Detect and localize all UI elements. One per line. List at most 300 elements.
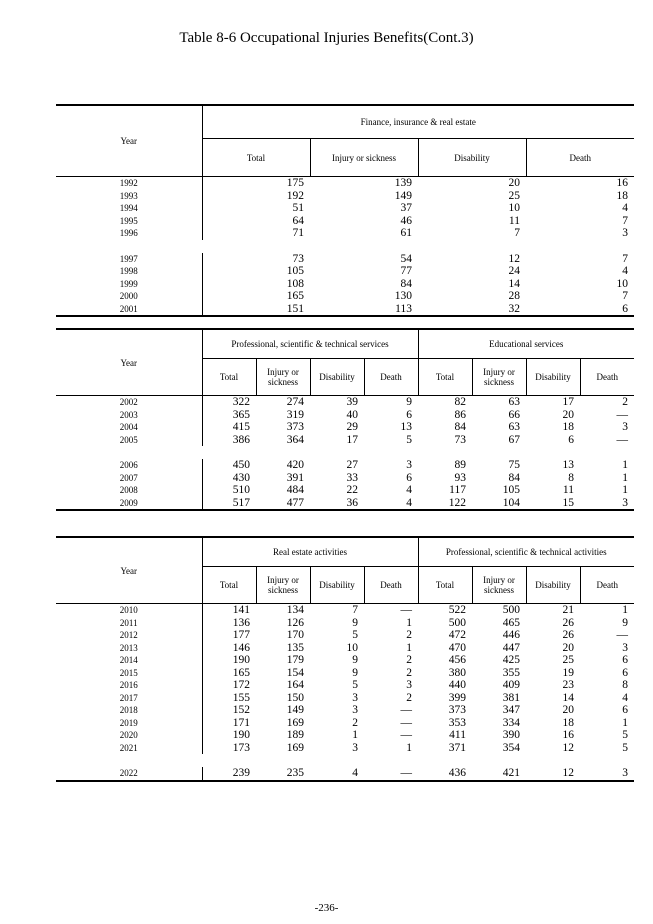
value-cell: 381: [502, 691, 520, 704]
year-cell: 1997: [119, 253, 138, 264]
value-cell: 6: [406, 408, 412, 421]
value-cell: 436: [418, 767, 472, 781]
value-cell: 399: [448, 691, 466, 704]
col-disability: Disability: [526, 567, 580, 604]
value-cell: 134: [286, 604, 304, 616]
col-death: Death: [364, 567, 418, 604]
value-cell: 20: [562, 704, 574, 716]
value-cell: 105: [502, 484, 520, 496]
value-cell: 10: [508, 202, 520, 214]
value-cell: 17: [562, 396, 574, 408]
value-cell: 73: [202, 253, 310, 266]
value-cell: 33: [346, 471, 358, 484]
value-cell: 1: [622, 716, 628, 729]
table-row: [56, 290, 634, 303]
value-cell: 373: [448, 704, 466, 716]
col-death: Death: [580, 359, 634, 396]
value-cell: 8: [622, 679, 628, 691]
value-cell: 3: [352, 741, 358, 754]
value-cell: 3: [580, 497, 634, 511]
table-row: [56, 215, 634, 228]
value-cell: 71: [202, 227, 310, 240]
value-cell: 4: [622, 202, 628, 214]
value-cell: 16: [616, 177, 628, 189]
value-cell: 319: [286, 408, 304, 421]
col-injury: Injury or sickness: [472, 359, 526, 396]
value-cell: 450: [202, 459, 256, 472]
value-cell: 353: [448, 716, 466, 729]
col-disability: Disability: [310, 359, 364, 396]
table-row: [56, 434, 634, 447]
value-cell: 1: [406, 641, 412, 654]
value-cell: 170: [286, 629, 304, 641]
value-cell: 20: [562, 408, 574, 421]
value-cell: 136: [202, 617, 256, 630]
value-cell: 3: [622, 421, 628, 433]
value-cell: 12: [526, 767, 580, 781]
value-cell: 517: [202, 497, 256, 511]
value-cell: 16: [562, 729, 574, 741]
value-cell: 334: [502, 716, 520, 729]
value-cell: 151: [202, 303, 310, 317]
col-disability: Disability: [418, 139, 526, 177]
year-cell: 2002: [119, 397, 138, 407]
value-cell: 146: [202, 642, 256, 655]
group-title-right: Professional, scientific & technical activities: [418, 537, 634, 567]
value-cell: 117: [449, 484, 466, 496]
value-cell: —: [400, 604, 412, 616]
value-cell: 5: [352, 679, 358, 691]
value-cell: 27: [346, 459, 358, 471]
year-cell: 2007: [119, 472, 138, 483]
value-cell: 1: [622, 459, 628, 471]
value-cell: 6: [406, 471, 412, 484]
value-cell: 380: [448, 666, 466, 679]
value-cell: 84: [454, 421, 466, 433]
value-cell: 25: [508, 189, 520, 202]
value-cell: 4: [364, 497, 418, 511]
year-cell: 1993: [119, 190, 138, 201]
value-cell: 84: [400, 277, 412, 290]
year-cell: 1992: [119, 178, 138, 188]
table-row: [56, 654, 634, 667]
table-row: [56, 642, 634, 655]
value-cell: 3: [352, 704, 358, 716]
value-cell: 477: [256, 497, 310, 511]
group-title-right: Educational services: [418, 329, 634, 359]
value-cell: 173: [202, 742, 256, 755]
value-cell: 322: [202, 396, 256, 409]
table-row: [56, 679, 634, 692]
table-row: [56, 253, 634, 266]
value-cell: 355: [502, 666, 520, 679]
value-cell: 89: [454, 459, 466, 471]
value-cell: 1: [622, 484, 628, 496]
value-cell: 150: [286, 691, 304, 704]
year-cell: 2001: [56, 303, 202, 317]
table-row: [56, 484, 634, 497]
table-title: Table 8-6 Occupational Injuries Benefits(Cont.3): [179, 30, 474, 46]
group-title: Finance, insurance & real estate: [202, 105, 634, 139]
year-header: Year: [56, 537, 202, 604]
value-cell: —: [616, 408, 628, 421]
value-cell: 190: [202, 654, 256, 667]
section-realestate-professional-table: [56, 536, 634, 782]
year-cell: 1998: [119, 266, 138, 276]
value-cell: 32: [418, 303, 526, 317]
value-cell: 9: [352, 666, 358, 679]
value-cell: 415: [202, 421, 256, 434]
value-cell: 2: [406, 654, 412, 666]
value-cell: 1: [622, 604, 628, 616]
value-cell: 28: [508, 290, 520, 302]
value-cell: 1: [406, 741, 412, 754]
value-cell: 63: [508, 421, 520, 433]
value-cell: 54: [400, 252, 412, 265]
value-cell: 4: [406, 484, 412, 496]
value-cell: 2: [406, 629, 412, 641]
value-cell: 6: [622, 704, 628, 716]
value-cell: 470: [448, 641, 466, 654]
value-cell: 1: [352, 729, 358, 741]
value-cell: 25: [562, 654, 574, 666]
value-cell: 149: [286, 704, 304, 716]
value-cell: 386: [202, 434, 256, 447]
value-cell: 510: [202, 484, 256, 497]
value-cell: 63: [508, 396, 520, 408]
value-cell: 6: [622, 654, 628, 666]
year-cell: 1996: [119, 228, 138, 238]
table-row: [56, 767, 634, 781]
value-cell: 190: [202, 729, 256, 742]
value-cell: 192: [202, 190, 310, 203]
value-cell: 7: [514, 227, 520, 239]
value-cell: 24: [508, 265, 520, 277]
table-row: [56, 227, 634, 240]
value-cell: 365: [202, 409, 256, 422]
value-cell: 7: [622, 290, 628, 302]
table-row: [56, 472, 634, 485]
value-cell: 23: [562, 679, 574, 691]
value-cell: 18: [562, 716, 574, 729]
value-cell: —: [616, 433, 628, 446]
year-cell: 2006: [119, 460, 138, 470]
value-cell: 154: [286, 666, 304, 679]
table-row: [56, 177, 634, 190]
value-cell: 164: [286, 679, 304, 691]
table-row: [56, 667, 634, 680]
year-cell: 2000: [119, 291, 138, 301]
value-cell: 169: [286, 741, 304, 754]
value-cell: 4: [310, 767, 364, 781]
value-cell: 9: [352, 654, 358, 666]
value-cell: 364: [286, 433, 304, 446]
value-cell: 66: [508, 408, 520, 421]
table-row: [56, 704, 634, 717]
table-row: [56, 692, 634, 705]
value-cell: 10: [346, 641, 358, 654]
section-finance-table: [56, 104, 634, 317]
value-cell: 19: [562, 666, 574, 679]
value-cell: 239: [202, 767, 256, 781]
value-cell: 135: [286, 641, 304, 654]
value-cell: 5: [406, 433, 412, 446]
value-cell: 82: [454, 396, 466, 408]
col-death: Death: [580, 567, 634, 604]
col-disability: Disability: [526, 359, 580, 396]
year-cell: 2010: [119, 605, 138, 615]
year-cell: 2004: [119, 422, 138, 432]
value-cell: 21: [562, 604, 574, 616]
year-cell: 2022: [56, 767, 202, 781]
value-cell: 126: [286, 616, 304, 629]
value-cell: 421: [472, 767, 526, 781]
table-row: [56, 617, 634, 630]
col-injury: Injury or sickness: [310, 139, 418, 177]
value-cell: 13: [562, 459, 574, 471]
value-cell: 75: [508, 459, 520, 471]
value-cell: —: [400, 716, 412, 729]
value-cell: 155: [202, 692, 256, 705]
value-cell: 440: [448, 679, 466, 691]
value-cell: 1: [622, 471, 628, 484]
year-cell: 2003: [119, 409, 138, 420]
value-cell: 26: [562, 629, 574, 641]
value-cell: 347: [502, 704, 520, 716]
value-cell: 12: [562, 741, 574, 754]
col-disability: Disability: [310, 567, 364, 604]
year-cell: 2017: [119, 692, 138, 703]
table-row: [56, 604, 634, 617]
value-cell: 17: [346, 433, 358, 446]
value-cell: 8: [568, 471, 574, 484]
value-cell: 77: [400, 265, 412, 277]
value-cell: 390: [502, 729, 520, 741]
value-cell: 175: [202, 177, 310, 190]
value-cell: 84: [508, 471, 520, 484]
value-cell: 7: [622, 252, 628, 265]
value-cell: 522: [448, 604, 466, 616]
value-cell: 37: [400, 202, 412, 214]
table-row: [56, 396, 634, 409]
value-cell: 15: [526, 497, 580, 511]
value-cell: 141: [202, 604, 256, 617]
value-cell: 73: [454, 433, 466, 446]
value-cell: 274: [286, 396, 304, 408]
value-cell: 409: [502, 679, 520, 691]
value-cell: 354: [502, 741, 520, 754]
year-cell: 2018: [119, 705, 138, 715]
value-cell: 6: [568, 433, 574, 446]
year-cell: 2005: [119, 434, 138, 445]
value-cell: 2: [622, 396, 628, 408]
value-cell: 29: [346, 421, 358, 433]
value-cell: 67: [508, 433, 520, 446]
value-cell: 430: [202, 472, 256, 485]
value-cell: 500: [502, 604, 520, 616]
table-row: [56, 717, 634, 730]
year-cell: 2014: [119, 655, 138, 665]
value-cell: 20: [508, 177, 520, 189]
section-professional-educational-table: [56, 328, 634, 511]
value-cell: 93: [454, 471, 466, 484]
year-cell: 1995: [119, 215, 138, 226]
value-cell: 6: [622, 666, 628, 679]
value-cell: 36: [310, 497, 364, 511]
value-cell: 5: [622, 741, 628, 754]
value-cell: 472: [448, 629, 466, 641]
value-cell: 9: [622, 616, 628, 629]
value-cell: 171: [202, 717, 256, 730]
value-cell: 165: [202, 290, 310, 303]
value-cell: —: [364, 767, 418, 781]
value-cell: 169: [286, 716, 304, 729]
year-cell: 2021: [119, 742, 138, 753]
year-cell: 2009: [56, 497, 202, 511]
year-cell: 1994: [119, 203, 138, 213]
group-title-left: Real estate activities: [202, 537, 418, 567]
value-cell: 122: [418, 497, 472, 511]
value-cell: 4: [622, 691, 628, 704]
value-cell: 6: [526, 303, 634, 317]
value-cell: 172: [202, 679, 256, 692]
value-cell: 11: [508, 214, 520, 227]
value-cell: 18: [616, 189, 628, 202]
value-cell: 130: [394, 290, 412, 302]
year-cell: 2011: [119, 617, 138, 628]
value-cell: 14: [508, 277, 520, 290]
table-row: [56, 729, 634, 742]
col-total: Total: [418, 567, 472, 604]
value-cell: 152: [202, 704, 256, 717]
table-row: [56, 742, 634, 755]
col-total: Total: [202, 567, 256, 604]
value-cell: 9: [352, 616, 358, 629]
col-injury: Injury or sickness: [256, 567, 310, 604]
value-cell: 46: [400, 214, 412, 227]
value-cell: 9: [406, 396, 412, 408]
value-cell: 425: [502, 654, 520, 666]
value-cell: 40: [346, 408, 358, 421]
year-cell: 2016: [119, 680, 138, 690]
value-cell: 3: [352, 691, 358, 704]
value-cell: 5: [352, 629, 358, 641]
table-row: [56, 421, 634, 434]
value-cell: 3: [622, 227, 628, 239]
col-injury: Injury or sickness: [472, 567, 526, 604]
value-cell: 371: [448, 741, 466, 754]
value-cell: 2: [406, 666, 412, 679]
col-total: Total: [202, 359, 256, 396]
value-cell: 10: [616, 277, 628, 290]
value-cell: 20: [562, 641, 574, 654]
table-row: [56, 303, 634, 317]
table-row: [56, 497, 634, 511]
table-row: [56, 629, 634, 642]
value-cell: 1: [406, 616, 412, 629]
value-cell: 4: [622, 265, 628, 277]
value-cell: 39: [346, 396, 358, 408]
value-cell: 26: [562, 616, 574, 629]
table-row: [56, 190, 634, 203]
value-cell: 149: [394, 189, 412, 202]
year-header: Year: [56, 105, 202, 177]
value-cell: 108: [202, 278, 310, 291]
col-total: Total: [418, 359, 472, 396]
value-cell: 18: [562, 421, 574, 433]
section-professional-educational-body: [56, 396, 634, 511]
table-row: [56, 409, 634, 422]
value-cell: 420: [286, 459, 304, 471]
year-cell: 2012: [119, 630, 138, 640]
value-cell: —: [616, 629, 628, 641]
value-cell: 373: [286, 421, 304, 433]
value-cell: 3: [406, 459, 412, 471]
col-total: Total: [202, 139, 310, 177]
value-cell: 2: [352, 716, 358, 729]
value-cell: 22: [346, 484, 358, 496]
year-cell: 2015: [119, 667, 138, 678]
page-number: -236-: [314, 902, 339, 914]
value-cell: 235: [256, 767, 310, 781]
group-title-left: Professional, scientific & technical services: [202, 329, 418, 359]
year-cell: 2013: [119, 642, 138, 653]
value-cell: 391: [286, 471, 304, 484]
value-cell: —: [400, 704, 412, 716]
section-realestate-professional-body: [56, 604, 634, 781]
value-cell: 7: [352, 604, 358, 616]
col-injury: Injury or sickness: [256, 359, 310, 396]
table-row: [56, 278, 634, 291]
value-cell: 447: [502, 641, 520, 654]
value-cell: 3: [622, 641, 628, 654]
value-cell: 14: [562, 691, 574, 704]
value-cell: 51: [202, 202, 310, 215]
value-cell: 465: [502, 616, 520, 629]
value-cell: 189: [286, 729, 304, 741]
section-finance-body: [56, 177, 634, 317]
value-cell: —: [400, 729, 412, 741]
year-cell: 2019: [119, 717, 138, 728]
value-cell: 11: [562, 484, 574, 496]
value-cell: 86: [454, 408, 466, 421]
value-cell: 105: [202, 265, 310, 278]
year-cell: 2020: [119, 730, 138, 740]
value-cell: 2: [406, 691, 412, 704]
value-cell: 5: [622, 729, 628, 741]
value-cell: 446: [502, 629, 520, 641]
value-cell: 500: [448, 616, 466, 629]
table-row: [56, 459, 634, 472]
value-cell: 113: [310, 303, 418, 317]
year-cell: 2008: [119, 485, 138, 495]
value-cell: 177: [202, 629, 256, 642]
year-header: Year: [56, 329, 202, 396]
col-death: Death: [364, 359, 418, 396]
value-cell: 139: [394, 177, 412, 189]
value-cell: 64: [202, 215, 310, 228]
table-row: [56, 202, 634, 215]
value-cell: 456: [448, 654, 466, 666]
col-death: Death: [526, 139, 634, 177]
value-cell: 484: [286, 484, 304, 496]
value-cell: 411: [449, 729, 466, 741]
value-cell: 179: [286, 654, 304, 666]
value-cell: 165: [202, 667, 256, 680]
value-cell: 7: [622, 214, 628, 227]
year-cell: 1999: [119, 278, 138, 289]
value-cell: 12: [508, 252, 520, 265]
